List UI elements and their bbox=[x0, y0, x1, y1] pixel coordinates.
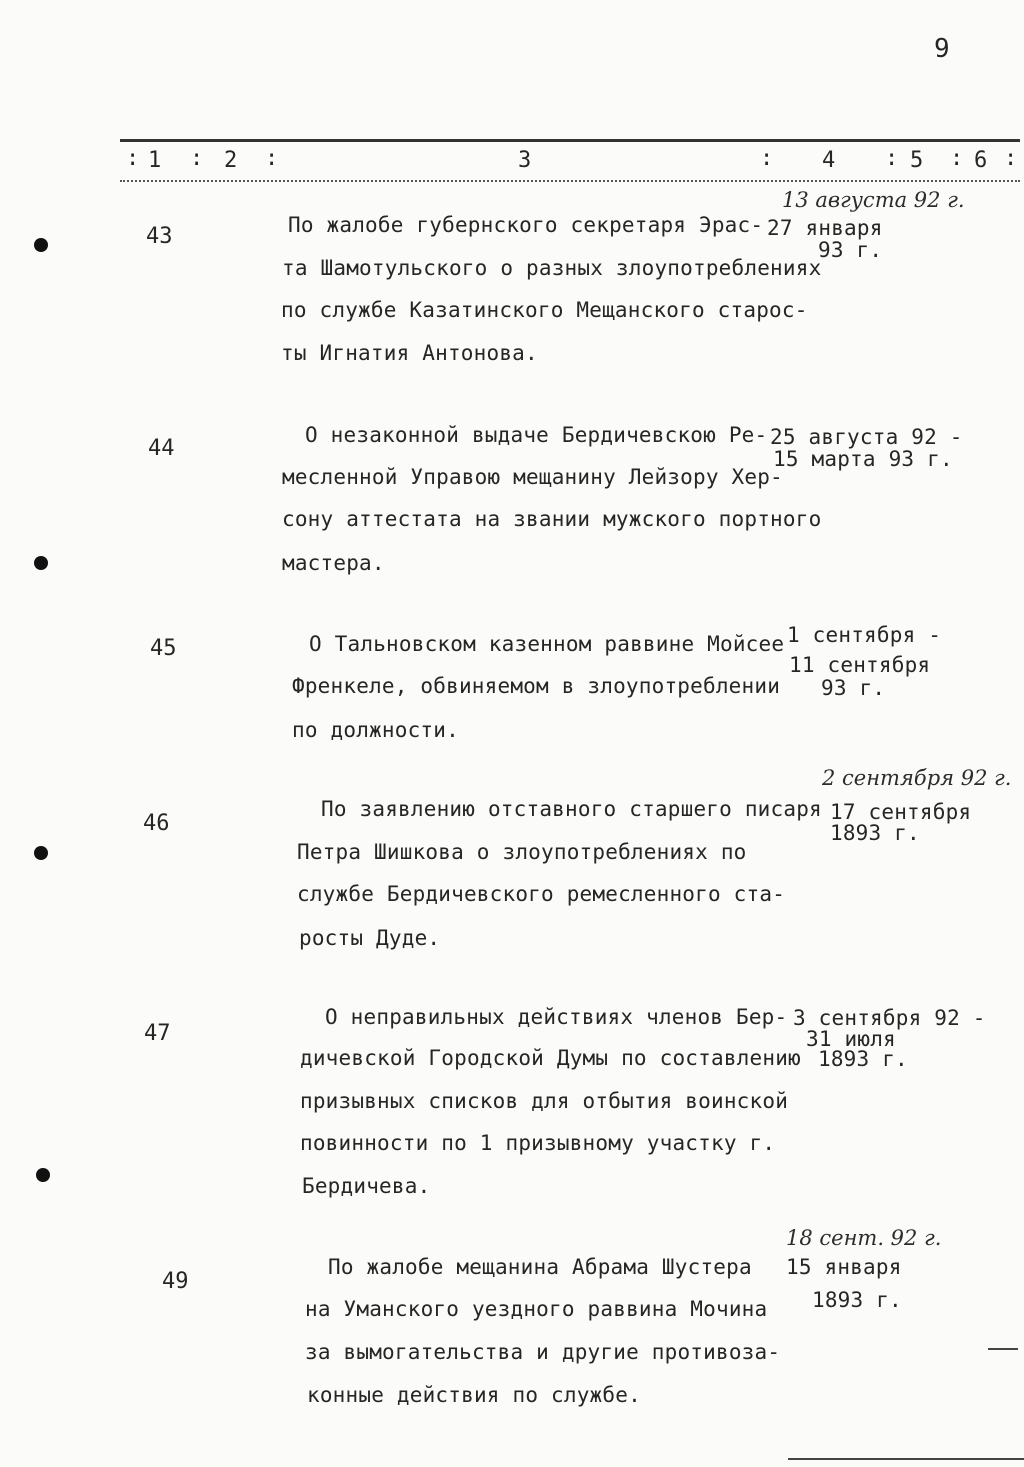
annotation-handwritten: 18 сент. 92 г. bbox=[786, 1226, 942, 1250]
entry-text-line: та Шамотульского о разных злоупотреблениях bbox=[282, 256, 822, 280]
entry-date-line: 93 г. bbox=[818, 238, 883, 262]
annotation-handwritten: 13 августа 92 г. bbox=[782, 188, 965, 212]
binding-hole bbox=[31, 235, 51, 255]
entry-text-line: росты Дуде. bbox=[299, 926, 441, 950]
binding-hole bbox=[33, 1165, 53, 1185]
entry-text-line: О Тальновском казенном раввине Мойсее bbox=[309, 632, 785, 656]
margin-mark bbox=[788, 1458, 1024, 1460]
entry-date-line: 3 сентября 92 - bbox=[793, 1006, 986, 1030]
entry-text-line: на Уманского уездного раввина Мочина bbox=[305, 1297, 768, 1321]
entry-date-line: 1893 г. bbox=[818, 1047, 908, 1071]
page-number: 9 bbox=[934, 34, 950, 64]
entry-date-line: 1893 г. bbox=[812, 1288, 902, 1312]
entry-text-line: сону аттестата на звании мужского портного bbox=[282, 507, 822, 531]
column-header-1: 1 bbox=[148, 148, 162, 173]
entry-text-line: призывных списков для отбытия воинской bbox=[300, 1089, 789, 1113]
entry-text-line: ты Игнатия Антонова. bbox=[281, 341, 538, 365]
entry-number: 43 bbox=[146, 224, 173, 249]
binding-hole bbox=[31, 553, 51, 573]
column-separator: : bbox=[190, 146, 204, 171]
entry-number: 45 bbox=[150, 636, 177, 661]
column-separator: : bbox=[760, 146, 774, 171]
entry-number: 47 bbox=[144, 1021, 171, 1046]
entry-number: 46 bbox=[143, 811, 170, 836]
entry-date-line: 17 сентября bbox=[830, 800, 972, 824]
column-separator: : bbox=[126, 146, 140, 171]
entry-text-line: Петра Шишкова о злоупотреблениях по bbox=[297, 840, 747, 864]
entry-date-line: 1 сентября - bbox=[787, 623, 942, 647]
entry-text-line: повинности по 1 призывному участку г. bbox=[300, 1131, 776, 1155]
binding-hole bbox=[31, 843, 51, 863]
column-header-5: 5 bbox=[910, 148, 924, 173]
entry-text-line: конные действия по службе. bbox=[307, 1383, 641, 1407]
column-separator: : bbox=[950, 146, 964, 171]
table-top-rule bbox=[120, 139, 1020, 142]
entry-text-line: дичевской Городской Думы по составлению bbox=[300, 1046, 801, 1070]
entry-text-line: Бердичева. bbox=[302, 1174, 431, 1198]
entry-text-line: месленной Управою мещанину Лейзору Хер- bbox=[282, 465, 783, 489]
entry-date-line: 25 августа 92 - bbox=[770, 425, 963, 449]
entry-number: 44 bbox=[148, 436, 175, 461]
entry-date-line: 93 г. bbox=[821, 676, 886, 700]
entry-date-line: 15 марта 93 г. bbox=[773, 447, 953, 471]
entry-text-line: службе Бердичевского ремесленного ста- bbox=[297, 882, 786, 906]
column-separator: : bbox=[885, 146, 899, 171]
entry-date-line: 1893 г. bbox=[830, 821, 920, 845]
margin-mark bbox=[988, 1348, 1018, 1350]
entry-date-line: 11 сентября bbox=[789, 653, 931, 677]
table-header-rule bbox=[120, 180, 1020, 183]
entry-text-line: По жалобе мещанина Абрама Шустера bbox=[328, 1255, 752, 1279]
entry-text-line: По жалобе губернского секретаря Эрас- bbox=[288, 213, 764, 237]
column-header-3: 3 bbox=[518, 148, 532, 173]
entry-text-line: О неправильных действиях членов Бер- bbox=[325, 1005, 788, 1029]
entry-number: 49 bbox=[162, 1269, 189, 1294]
column-header-4: 4 bbox=[822, 148, 836, 173]
entry-text-line: О незаконной выдаче Бердичевскою Ре- bbox=[305, 423, 768, 447]
entry-text-line: по службе Казатинского Мещанского старос- bbox=[281, 298, 808, 322]
entry-text-line: По заявлению отставного старшего писаря bbox=[321, 797, 822, 821]
entry-date-line: 31 июля bbox=[806, 1027, 896, 1051]
column-separator: : bbox=[265, 146, 279, 171]
annotation-handwritten: 2 сентября 92 г. bbox=[822, 766, 1012, 790]
entry-date-line: 27 января bbox=[767, 216, 883, 240]
entry-text-line: Френкеле, обвиняемом в злоупотреблении bbox=[292, 674, 781, 698]
column-header-6: 6 bbox=[974, 148, 988, 173]
entry-text-line: по должности. bbox=[292, 718, 459, 742]
entry-text-line: мастера. bbox=[282, 551, 385, 575]
column-header-2: 2 bbox=[224, 148, 238, 173]
entry-date-line: 15 января bbox=[786, 1255, 902, 1279]
column-separator: : bbox=[1004, 146, 1018, 171]
entry-text-line: за вымогательства и другие противоза- bbox=[305, 1340, 781, 1364]
